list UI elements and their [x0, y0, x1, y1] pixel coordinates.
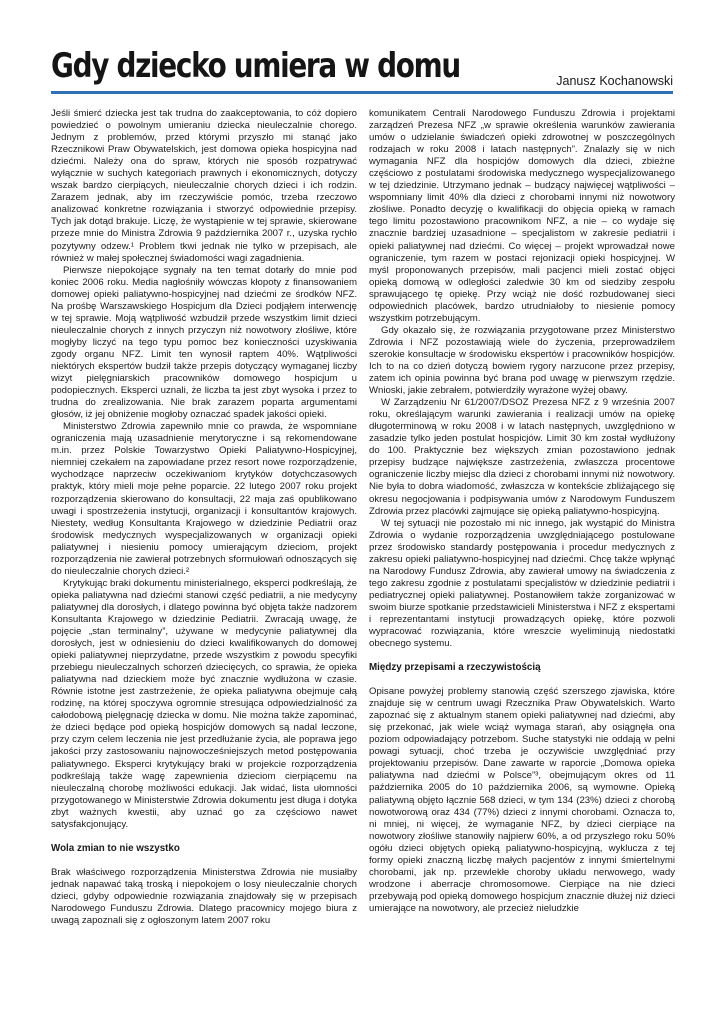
paragraph: Ministerstwo Zdrowia zapewniło mnie co prawda, że wspomniane ograniczenia mają uzasadnienie merytoryczne i są rekomendowane m.in. przez Polskie Towarzystwo Opieki Paliatywno-Hospicyjnej, niemniej czekałem na zapowiadane przez resort nowe rozporządzenie, wychodzące naprzeciw oczekiwaniom krytyków dotychczasowych praktyk, który mieli moje pełne poparcie. 22 lutego 2007 roku projekt rozporządzenia skierowano do konsultacji, 22 maja zaś opublikowano uwagi i spostrzeżenia instytucji, organizacji i konsultantów krajowych. Niestety, według Konsultanta Krajowego w dziedzinie Pediatrii oraz środowisk medycznych wyspecjalizowanych w organizacji opieki paliatywnej i niesieniu pomocy umierającym dzieciom, projekt rozporządzenia nie zawierał potrzebnych sformułowań odnoszących się do nieuleczalnie chorych dzieci.² [51, 421, 357, 577]
paragraph: Gdy okazało się, że rozwiązania przygotowane przez Ministerstwo Zdrowia i NFZ pozostawiają wiele do życzenia, przeprowadziłem szerokie konsultacje w środowisku ekspertów i pracowników hospicjów. Ich to na co dzień dotyczą bowiem rygory narzucone przez przepisy, zatem ich opinia powinna być brana pod uwagę w pierwszym rzędzie. Wnioski, jakie zebrałem, potwierdziły wyrażone wyżej obawy. [369, 324, 675, 397]
section-heading: Między przepisami a rzeczywistością [369, 662, 541, 674]
paragraph: Opisane powyżej problemy stanowią część szerszego zjawiska, które znajduje się w centrum uwagi Rzecznika Praw Obywatelskich. Warto zapoznać się z aktualnym stanem opieki paliatywnej nad dziećmi, aby się przekonać, jak wiele wciąż wymaga starań, aby osiągnęła ona poziom odpowiadający potrzebom. Suche statystyki nie oddają w pełni powagi sytuacji, choć trzeba je oczywiście uwzględniać przy projektowaniu przepisów. Dane zawarte w raporcie „Domowa opieka paliatywna nad dziećmi w Polsce”³, obejmującym okres od 11 października 2005 do 10 października 2006, są wymowne. Opieką paliatywną objęto łącznie 568 dzieci, w tym 134 (23%) dzieci z chorobą nowotworową oraz 434 (77%) dzieci z innymi chorobami. Oznacza to, ni mniej, ni więcej, że wymaganie NFZ, by dzieci cierpiące na nowotwory złośliwe stanowiły najpierw 60%, a od przyszłego roku 50% ogółu dzieci objętych opieką paliatywno-hospicyjną, wyklucza z tej formy opieki znaczną liczbę małych pacjentów z innymi śmiertelnymi chorobami, jak np. przewlekłe choroby układu nerwowego, wady wrodzone i aberracje chromosomowe. Cierpiące na nie dzieci przebywają pod opieką domowego hospicjum znacznie dłużej niż dzieci umierające na nowotwory, ale przecież nieludzkie [369, 686, 675, 914]
paragraph: W Zarządzeniu Nr 61/2007/DSOZ Prezesa NFZ z 9 września 2007 roku, określającym warunki zawierania i realizacji umów na opiekę długoterminową w roku 2008 i w latach następnych, uwzględniono w zasadzie tylko jeden postulat hospicjów. Limit 30 km został wydłużony do 100. Praktycznie bez większych zmian pozostawiono jednak przepisy budzące największe zastrzeżenia, zwłaszcza procentowe ograniczenie liczby miejsc dla dzieci z chorobami innymi niż nowotwory. Nie była to dobra wiadomość, zwłaszcza w kontekście zbliżającego się okresu negocjowania i podpisywania umów z Narodowym Funduszem Zdrowia przez placówki zajmujące się opieką paliatywno-hospicyjną. [369, 397, 675, 517]
article-title: Gdy dziecko umiera w domu [51, 46, 460, 86]
paragraph: Krytykując braki dokumentu ministerialnego, eksperci podkreślają, że opieka paliatywna nad dziećmi stanowi część pediatrii, a nie medycyny paliatywnej dla dorosłych, i dlatego powinna być objęta także nadzorem Konsultanta Krajowego w dziedzinie Pediatrii. Zwracają uwagę, że pojęcie „stan terminalny”, używane w medycynie paliatywnej dla dorosłych, jest w odniesieniu do dzieci kwalifikowanych do domowej opieki paliatywnej nieprzydatne, przede wszystkim z powodu specyfiki przebiegu nieuleczalnych schorzeń dziecięcych, co sprawia, że opieka paliatywna nad dzieckiem może być znacznie wydłużona w czasie. Równie istotne jest zastrzeżenie, że opieka paliatywna obejmuje całą rodzinę, na której spoczywa ogromnie stresująca odpowiedzialność za całodobową pielęgnację dziecka w domu. Nie można także zapominać, że dzieci będące pod opieką hospicjów domowych są nadal leczone, przy czym celem leczenia nie jest przedłużanie życia, ale poprawa jego jakości przy zastosowaniu najnowocześniejszych metod postępowania paliatywnego. Eksperci krytykujący braki w projekcie rozporządzenia podkreślają także wagę zapewnienia dzieciom cierpiącemu na nieuleczalną chorobę możliwości edukacji. Jak widać, lista ułomności przygotowanego w Ministerstwie Zdrowia dokumentu jest długa i dotyka zbyt ważnych kwestii, aby uznać go za częściowo nawet satysfakcjonujący. [51, 577, 357, 830]
left-column [51, 108, 357, 927]
paragraph: Pierwsze niepokojące sygnały na ten temat dotarły do mnie pod koniec 2006 roku. Media nagłośniły wówczas kłopoty z finansowaniem domowej opieki paliatywno-hospicyjnej nad dziećmi ze środków NFZ. Na prośbę Warszawskiego Hospicjum dla Dzieci podjąłem interwencję w tej sprawie. Moją wątpliwość wzbudził przede wszystkim limit dzieci nieuleczalnie chorych z innych przyczyn niż nowotwory złośliwe, które mogłyby liczyć na tego typu pomoc bez konieczności uzyskiwania zgody organu NFZ. Limit ten wynosił raptem 40%. Wątpliwości niektórych ekspertów budził także przepis dotyczący wymaganej liczby wizyt pielęgniarskich pracowników domowego hospicjum u podopiecznych. Eksperci uznali, że liczba ta jest zbyt wysoka i przez to trudna do zrealizowania. Nie brak zarazem poparta argumentami głosów, iż jej obniżenie mogłoby oznaczać spadek jakości opieki. [51, 264, 357, 421]
right-column [369, 108, 675, 915]
paragraph: Jeśli śmierć dziecka jest tak trudna do zaakceptowania, to cóż dopiero powiedzieć o powolnym umieraniu dziecka nieuleczalnie chorego. Jednym z problemów, przed którymi przyszło mi stanąć jako Rzecznikowi Praw Obywatelskich, jest domowa opieka hospicyjna nad dziećmi. Należy ona do spraw, których nie sposób rozpatrywać wyłącznie w suchych kategoriach prawnych i ekonomicznych, dotyczy wszak bardzo cierpiących, nieuleczalnie chorych dzieci i ich rodzin. Zarazem jednak, aby im rzeczywiście pomóc, trzeba rzeczowo analizować konkretne rozwiązania i stworzyć odpowiednie przepisy. Tych jak dotąd brakuje. Liczę, że wystąpienie w tej sprawie, skierowane przeze mnie do Ministra Zdrowia 9 października 2007 r., uzyska rychło pozytywny odzew.¹ Problem tkwi jednak nie tylko w przepisach, ale również w małej społecznej świadomości wagi zagadnienia. [51, 108, 357, 264]
paragraph: Brak właściwego rozporządzenia Ministerstwa Zdrowia nie musiałby jednak napawać taką troską i niepokojem o losy nieuleczalnie chorych dzieci, gdyby odpowiednie rozwiązania znajdowały się w przepisach Narodowego Funduszu Zdrowia. Dlatego pracownicy mojego biura z uwagą zapoznali się z ogłoszonym latem 2007 roku [51, 866, 357, 926]
paragraph: W tej sytuacji nie pozostało mi nic innego, jak wystąpić do Ministra Zdrowia o wydanie rozporządzenia uwzględniającego postulowane przez środowisko standardy postępowania i procedur medycznych z zakresu opieki paliatywno-hospicyjnej nad dziećmi. Chcę także wpłynąć na Narodowy Fundusz Zdrowia, aby zawierał umowy na świadczenia z tego zakresu zgodnie z postulatami specjalistów w dziedzinie pediatrii i pediatrycznej opieki paliatywnej. Postanowiłem także zorganizować w swoim biurze spotkanie przedstawicieli Ministerstwa i NFZ z ekspertami i reprezentantami instytucji prowadzących opiekę, które pozwoli wypracować rozwiązania, które wreszcie wyeliminują niedostatki obecnego systemu. [369, 517, 675, 650]
article-author: Janusz Kochanowski [556, 74, 673, 88]
title-divider [51, 91, 673, 94]
paragraph: komunikatem Centrali Narodowego Funduszu Zdrowia i projektami zarządzeń Prezesa NFZ „w sprawie określenia warunków zawierania umów o udzielanie świadczeń opieki zdrowotnej w poszczególnych rodzajach w roku 2008 i latach następnych”. Znalazły się w nich wymagania NFZ dla hospicjów domowych dla dzieci, zbieżne częściowo z postulatami środowiska medycznego wyspecjalizowanego w tej dziedzinie. Utrzymano jednak – budzący najwięcej wątpliwości – wspomniany limit 40% dla dzieci z chorobami innymi niż nowotwory złośliwe. Ponadto decyzję o kwalifikacji do objęcia opieką w ramach tego limitu pozostawiono pracownikom NFZ, a nie – co wydaje się znacznie bardziej uzasadnione – specjalistom w zakresie pediatrii i opieki paliatywnej nad dziećmi. Co więcej – projekt wprowadzał nowe ograniczenie, tym razem w postaci rejonizacji opieki hospicyjnej. W myśl proponowanych przepisów, mali pacjenci mieli zostać objęci opieką domową w odległości zaledwie 30 km od siedziby zespołu sprawującego tę opiekę. Przy wciąż nie dość rozbudowanej sieci odpowiednich placówek, bardzo utrudniałoby to niesienie pomocy wszystkim potrzebującym. [369, 108, 675, 324]
section-heading: Wola zmian to nie wszystko [51, 842, 180, 854]
